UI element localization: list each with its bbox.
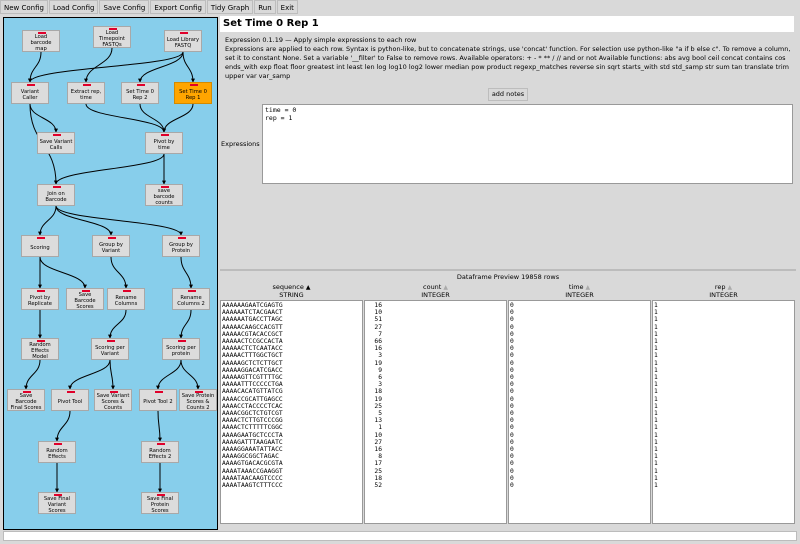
table-cell: 1 <box>654 338 658 346</box>
node-label-line: Scoring per <box>166 344 196 351</box>
column-header-sequence[interactable] <box>220 284 363 291</box>
description-body: Expressions are applied to each row. Syntax is python-like, but to concatenate strings, use 'concat' function. For selection use python-like "a if b else c". To remove a column, set it to constant None. Set a variable '__filter' to False to remove rows. Available operators: + - * ** / // and or not Available functions: abs avg bool ceil concat contains cos ends_with exp float floor greatest int least len log log10 log2 lower median pow product regexp_matches reverse sin sqrt starts_with std std_samp str sum tan translate trim upper var var_samp <box>225 45 791 80</box>
node-rename-columns[interactable] <box>107 288 145 310</box>
node-status-marker <box>155 391 163 393</box>
save-config-button[interactable]: Save Config <box>99 0 149 14</box>
node-status-marker <box>27 84 35 86</box>
table-cell: AAAAGGCGGCTAGAC <box>222 453 279 461</box>
node-label-line: Random <box>29 341 51 348</box>
node-label-line: Set Time 0 <box>179 88 207 95</box>
table-cell: 1 <box>654 482 658 490</box>
column-type: INTEGER <box>709 291 738 299</box>
node-status-marker <box>54 443 62 445</box>
edge-group-by-protein-to-rename-columns-2 <box>181 257 191 288</box>
node-label-line: Save Barcode <box>74 291 96 304</box>
table-cell: AAAAATTTCCCCCTGA <box>222 381 283 389</box>
node-status-marker <box>178 237 186 239</box>
add-notes-button[interactable]: add notes <box>488 88 528 101</box>
table-cell: 0 <box>510 402 514 410</box>
exit-button[interactable]: Exit <box>277 0 298 14</box>
node-status-marker <box>67 391 75 393</box>
table-cell: 66 <box>374 338 382 346</box>
table-cell: 0 <box>510 453 514 461</box>
table-cell: 0 <box>510 474 514 482</box>
node-label-line: Extract rep, <box>70 88 102 95</box>
node-label-line: Save Variant <box>96 392 130 399</box>
table-cell: AAAACTCTTTTTCGGC <box>222 424 283 432</box>
node-label-line: Random <box>149 447 171 454</box>
node-label-line: Random <box>46 447 68 454</box>
node-status-marker <box>53 134 61 136</box>
expressions-label: Expressions <box>221 140 260 148</box>
node-label-line: Save Barcode <box>15 392 37 405</box>
node-label-line: Save Final <box>43 495 71 502</box>
table-cell: AAAAAATCTACGAACT <box>222 309 283 317</box>
column-count <box>364 284 507 524</box>
table-cell: 0 <box>510 330 514 338</box>
node-status-marker <box>38 32 46 34</box>
edge-join-on-barcode-to-scoring <box>40 206 56 235</box>
edge-pivot-tool-to-random-effects <box>57 411 70 441</box>
table-cell: 0 <box>510 316 514 324</box>
column-header-rep[interactable] <box>652 284 795 291</box>
node-scoring[interactable] <box>21 235 59 257</box>
node-status-marker <box>188 290 196 292</box>
node-label-line: Counts 2 <box>186 404 210 411</box>
node-label-line: Variant Caller <box>20 88 40 101</box>
table-cell: 1 <box>654 381 658 389</box>
tidy-graph-button[interactable]: Tidy Graph <box>207 0 253 14</box>
node-variant-caller[interactable] <box>11 82 49 104</box>
table-cell: 0 <box>510 374 514 382</box>
table-cell: 1 <box>654 410 658 418</box>
column-name: count <box>423 283 442 291</box>
table-cell: 25 <box>374 402 382 410</box>
edge-scoring-per-variant-to-pivot-tool <box>70 360 110 389</box>
table-cell: AAAAGTGACACGCGTA <box>222 460 283 468</box>
table-cell: 16 <box>374 345 382 353</box>
node-label-line: time <box>80 94 92 101</box>
table-cell: AAAACCTACCCCTCAC <box>222 402 283 410</box>
table-cell: 0 <box>510 366 514 374</box>
table-cell: 0 <box>510 446 514 454</box>
table-cell: 0 <box>510 302 514 309</box>
table-cell: 1 <box>654 345 658 353</box>
node-rename-columns-2[interactable] <box>172 288 210 310</box>
node-label-line: Scoring per <box>95 344 125 351</box>
table-cell: 1 <box>654 316 658 324</box>
table-cell: AAAAGATTTAAGAATC <box>222 438 283 446</box>
table-cell: 1 <box>654 388 658 396</box>
edge-join-on-barcode-to-group-by-variant <box>56 206 111 235</box>
table-cell: 16 <box>374 446 382 454</box>
node-extract-rep-time[interactable] <box>67 82 105 104</box>
node-scoring-per-protein[interactable] <box>162 338 200 360</box>
column-name: sequence <box>272 283 304 291</box>
table-cell: 52 <box>374 482 382 490</box>
node-status-marker <box>37 237 45 239</box>
node-label-line: Rep 2 <box>132 94 148 101</box>
table-cell: 5 <box>378 410 382 418</box>
table-cell: 1 <box>654 302 658 309</box>
node-status-marker <box>110 391 118 393</box>
sort-arrow-icon[interactable]: ▲ <box>305 284 311 291</box>
node-group-by-variant[interactable] <box>92 235 130 257</box>
node-status-marker <box>109 28 117 30</box>
table-cell: AAAAAGGACATCGACC <box>222 366 283 374</box>
node-label-line: Rename <box>180 294 202 301</box>
table-cell: AAAAACAAGCCACGTT <box>222 323 283 331</box>
table-cell: 0 <box>510 417 514 425</box>
table-cell: 1 <box>654 417 658 425</box>
edge-rename-columns-to-scoring-per-variant <box>110 310 126 338</box>
table-cell: AAAAAGCTCTCTTGCT <box>222 359 283 367</box>
table-cell: AAAAACTCCGCCACTA <box>222 338 283 346</box>
edge-pivot-tool-2-to-random-effects-2 <box>158 411 160 441</box>
table-cell: 3 <box>378 381 382 389</box>
toolbar <box>0 0 800 14</box>
table-cell: 0 <box>510 323 514 331</box>
table-cell: 3 <box>378 352 382 360</box>
node-save-protein-scores-counts-2[interactable] <box>179 389 217 411</box>
table-cell: 16 <box>374 302 382 309</box>
node-label-line: Timepoint <box>99 35 125 42</box>
table-cell: 0 <box>510 467 514 475</box>
node-load-barcode-map[interactable] <box>22 30 60 52</box>
table-cell: 27 <box>374 323 382 331</box>
node-status-marker <box>37 290 45 292</box>
node-label-line: Pivot by <box>29 294 51 301</box>
pipeline-graph-canvas[interactable] <box>3 17 218 530</box>
expression-line: rep = 1 <box>265 114 293 122</box>
column-header-count[interactable] <box>364 284 507 291</box>
node-label-line: Variant <box>101 247 121 254</box>
node-status-marker <box>107 340 115 342</box>
column-header-time[interactable] <box>508 284 651 291</box>
table-cell: 19 <box>374 359 382 367</box>
node-label-line: Protein <box>171 247 191 254</box>
table-cell: 1 <box>654 323 658 331</box>
node-label-line: Variant <box>47 501 67 508</box>
node-label-line: Effects Model <box>31 347 49 360</box>
node-label-line: Pivot Tool 2 <box>143 398 173 405</box>
node-save-final-protein-scores[interactable] <box>141 492 179 514</box>
node-label-line: Replicate <box>28 300 52 307</box>
run-button[interactable]: Run <box>254 0 275 14</box>
node-label-line: FASTQ <box>174 42 192 49</box>
table-cell: AAAAACTCTCAATACC <box>222 345 283 353</box>
node-label-line: Counts <box>103 404 123 411</box>
load-config-button[interactable]: Load Config <box>49 0 98 14</box>
node-label-line: Group by <box>99 241 123 248</box>
node-status-marker <box>190 84 198 86</box>
table-cell: 1 <box>654 359 658 367</box>
node-label-line: Set Time 0 <box>126 88 154 95</box>
table-cell: 1 <box>654 438 658 446</box>
edge-rename-columns-2-to-scoring-per-protein <box>181 310 191 338</box>
node-label-line: Join on <box>47 190 65 197</box>
column-cells[interactable] <box>220 300 363 524</box>
node-set-time-0-rep-1[interactable] <box>174 82 212 104</box>
table-cell: AAAATAACAAGTCCCC <box>222 474 283 482</box>
table-cell: AAAAACTTTGGCTGCT <box>222 352 283 360</box>
node-config-panel <box>220 16 797 530</box>
table-cell: 1 <box>654 395 658 403</box>
node-label-line: Columns 2 <box>177 300 205 307</box>
node-label-line: Load barcode <box>30 33 52 46</box>
sort-arrow-icon[interactable]: ▲ <box>585 284 591 291</box>
node-status-marker <box>83 84 91 86</box>
column-sequence <box>220 284 363 524</box>
table-cell: AAAATAAGTCTTTCCC <box>222 482 283 490</box>
table-cell: 1 <box>378 424 382 432</box>
table-cell: 9 <box>378 366 382 374</box>
table-cell: AAAAGAATGCTCCCTA <box>222 431 283 439</box>
node-status-marker <box>180 32 188 34</box>
node-status-marker <box>157 494 165 496</box>
node-label-line: Rename <box>115 294 137 301</box>
node-status-marker <box>195 391 203 393</box>
table-cell: AAAAAATGACCTTAGC <box>222 316 283 324</box>
table-cell: 10 <box>374 431 382 439</box>
node-load-library-fastq[interactable] <box>164 30 202 52</box>
table-cell: AAAATAAACCGAAGGT <box>222 467 283 475</box>
node-label-line: Rep 1 <box>185 94 201 101</box>
edge-scoring-per-protein-to-save-protein-scores-counts-2 <box>181 360 198 389</box>
edge-load-timepoint-fastqs-to-extract-rep-time <box>86 48 112 82</box>
table-cell: 27 <box>374 438 382 446</box>
node-pivot-tool[interactable] <box>51 389 89 411</box>
table-cell: 1 <box>654 309 658 317</box>
description-heading: Expression 0.1.19 — Apply simple expressions to each row <box>225 36 417 44</box>
node-status-marker <box>82 290 90 292</box>
column-type: STRING <box>279 291 304 299</box>
node-pivot-tool-2[interactable] <box>139 389 177 411</box>
node-save-variant-scores-counts[interactable] <box>94 389 132 411</box>
table-cell: 0 <box>510 345 514 353</box>
table-cell: AAAACACATGTTATCG <box>222 388 283 396</box>
table-cell: 0 <box>510 359 514 367</box>
table-cell: 1 <box>654 460 658 468</box>
status-bar <box>3 531 797 541</box>
table-cell: 8 <box>378 453 382 461</box>
node-label-line: Effects 2 <box>148 453 172 460</box>
node-label-line: Scores <box>76 303 94 310</box>
column-type: INTEGER <box>565 291 594 299</box>
table-cell: 1 <box>654 474 658 482</box>
table-cell: 0 <box>510 410 514 418</box>
table-cell: 0 <box>510 431 514 439</box>
node-label-line: Save Variant <box>39 138 73 145</box>
node-label-line: Scores <box>151 507 169 514</box>
table-cell: 0 <box>510 482 514 490</box>
node-save-barcode-counts[interactable] <box>145 184 183 206</box>
table-cell: AAAAAAGAATCGAGTG <box>222 302 283 309</box>
table-cell: 0 <box>510 438 514 446</box>
table-cell: 13 <box>374 417 382 425</box>
node-group-by-protein[interactable] <box>162 235 200 257</box>
edge-random-effects-model-to-save-barcode-final-scores <box>26 360 40 389</box>
table-cell: 1 <box>654 366 658 374</box>
node-label-line: Save Final <box>146 495 174 502</box>
table-cell: 1 <box>654 374 658 382</box>
table-cell: AAAAAGTTCGTTTTGC <box>222 374 283 382</box>
table-cell: 0 <box>510 338 514 346</box>
table-cell: AAAACCGCATTGAGCC <box>222 395 283 403</box>
table-cell: 1 <box>654 402 658 410</box>
column-cells[interactable] <box>508 300 651 524</box>
node-label-line: Effects <box>48 453 66 460</box>
node-label-line: Protein <box>150 501 170 508</box>
node-label-line: Scoring <box>30 244 50 251</box>
node-label-line: map <box>35 45 47 52</box>
table-cell: 1 <box>654 431 658 439</box>
expression-line: time = 0 <box>265 106 297 114</box>
table-cell: 1 <box>654 446 658 454</box>
node-status-marker <box>54 494 62 496</box>
node-status-marker <box>161 134 169 136</box>
node-load-timepoint-fastqs[interactable] <box>93 26 131 48</box>
edge-load-library-fastq-to-set-time-0-rep-1 <box>183 52 193 82</box>
column-cells[interactable] <box>364 300 507 524</box>
node-label-line: Save Protein <box>181 392 215 399</box>
node-status-marker <box>123 290 131 292</box>
node-set-time-0-rep-2[interactable] <box>121 82 159 104</box>
edge-scoring-per-variant-to-save-variant-scores-counts <box>110 360 113 389</box>
new-config-button[interactable]: New Config <box>0 0 48 14</box>
column-type: INTEGER <box>421 291 450 299</box>
edge-set-time-0-rep-1-to-pivot-by-time <box>164 104 193 132</box>
node-label-line: Load <box>105 29 119 36</box>
table-cell: 18 <box>374 474 382 482</box>
export-config-button[interactable]: Export Config <box>150 0 206 14</box>
edge-scoring-per-protein-to-pivot-tool-2 <box>158 360 181 389</box>
node-save-barcode-final-scores[interactable] <box>7 389 45 411</box>
node-pivot-by-time[interactable] <box>145 132 183 154</box>
node-status-marker <box>53 186 61 188</box>
node-label-line: FASTQs <box>102 41 122 48</box>
edge-group-by-variant-to-rename-columns <box>111 257 126 288</box>
node-status-marker <box>137 84 145 86</box>
node-label-line: Load Library <box>166 36 200 43</box>
node-label-line: Scores & <box>186 398 210 405</box>
node-status-marker <box>23 391 31 393</box>
node-label-line: Group by <box>169 241 193 248</box>
table-cell: 0 <box>510 388 514 396</box>
table-cell: 0 <box>510 424 514 432</box>
table-cell: 0 <box>510 395 514 403</box>
node-label-line: Barcode <box>45 196 67 203</box>
panel-divider[interactable] <box>220 269 796 271</box>
node-label-line: Calls <box>49 144 63 151</box>
table-cell: 25 <box>374 467 382 475</box>
node-label-line: save barcode <box>153 187 175 200</box>
table-cell: 1 <box>654 330 658 338</box>
table-cell: 18 <box>374 388 382 396</box>
edge-pivot-by-time-to-join-on-barcode <box>56 154 164 184</box>
table-cell: 0 <box>510 352 514 360</box>
node-label-line: Scores <box>48 507 66 514</box>
node-random-effects-2[interactable] <box>141 441 179 463</box>
table-cell: 0 <box>510 309 514 317</box>
column-time <box>508 284 651 524</box>
table-cell: 17 <box>374 460 382 468</box>
node-join-on-barcode[interactable] <box>37 184 75 206</box>
node-save-barcode-scores[interactable] <box>66 288 104 310</box>
node-random-effects[interactable] <box>38 441 76 463</box>
node-label-line: Final Scores <box>10 404 42 411</box>
node-label-line: protein <box>171 350 191 357</box>
node-label-line: Pivot by time <box>153 138 175 151</box>
node-pivot-by-replicate[interactable] <box>21 288 59 310</box>
node-label-line: Scores & <box>101 398 125 405</box>
edge-join-on-barcode-to-group-by-protein <box>56 206 181 235</box>
node-random-effects-model[interactable] <box>21 338 59 360</box>
sort-arrow-icon[interactable]: ▲ <box>443 284 448 291</box>
sort-arrow-icon[interactable]: ▲ <box>727 284 733 291</box>
table-cell: 51 <box>374 316 382 324</box>
column-name: rep <box>714 283 726 291</box>
node-status-marker <box>108 237 116 239</box>
table-cell: AAAACTCTTGTCCCGG <box>222 417 283 425</box>
table-cell: 1 <box>654 352 658 360</box>
node-title: Set Time 0 Rep 1 <box>220 16 794 32</box>
node-save-variant-calls[interactable] <box>37 132 75 154</box>
node-description <box>225 36 793 81</box>
table-cell: 19 <box>374 395 382 403</box>
table-cell: AAAAACGTACACCGCT <box>222 330 283 338</box>
table-cell: 0 <box>510 381 514 389</box>
node-label-line: counts <box>155 199 173 206</box>
node-label-line: Columns <box>114 300 138 307</box>
node-status-marker <box>37 340 45 342</box>
node-scoring-per-variant[interactable] <box>91 338 129 360</box>
table-cell: 1 <box>654 453 658 461</box>
table-cell: 1 <box>654 424 658 432</box>
node-label-line: Pivot Tool <box>57 398 83 405</box>
table-cell: AAAAGGAAATATTACC <box>222 446 283 454</box>
node-status-marker <box>161 186 169 188</box>
column-cells[interactable] <box>652 300 795 524</box>
node-status-marker <box>178 340 186 342</box>
node-save-final-variant-scores[interactable] <box>38 492 76 514</box>
column-rep <box>652 284 795 524</box>
table-cell: 6 <box>378 374 382 382</box>
table-cell: 0 <box>510 460 514 468</box>
table-cell: 1 <box>654 467 658 475</box>
table-cell: AAAACGGCTCTGTCGT <box>222 410 283 418</box>
edge-scoring-to-save-barcode-scores <box>40 257 85 288</box>
table-cell: 7 <box>378 330 382 338</box>
dataframe-preview-title: Dataframe Preview 19858 rows <box>456 273 560 281</box>
table-cell: 10 <box>374 309 382 317</box>
column-name: time <box>568 283 584 291</box>
expressions-textarea[interactable] <box>262 104 793 184</box>
node-label-line: Variant <box>100 350 120 357</box>
node-status-marker <box>157 443 165 445</box>
